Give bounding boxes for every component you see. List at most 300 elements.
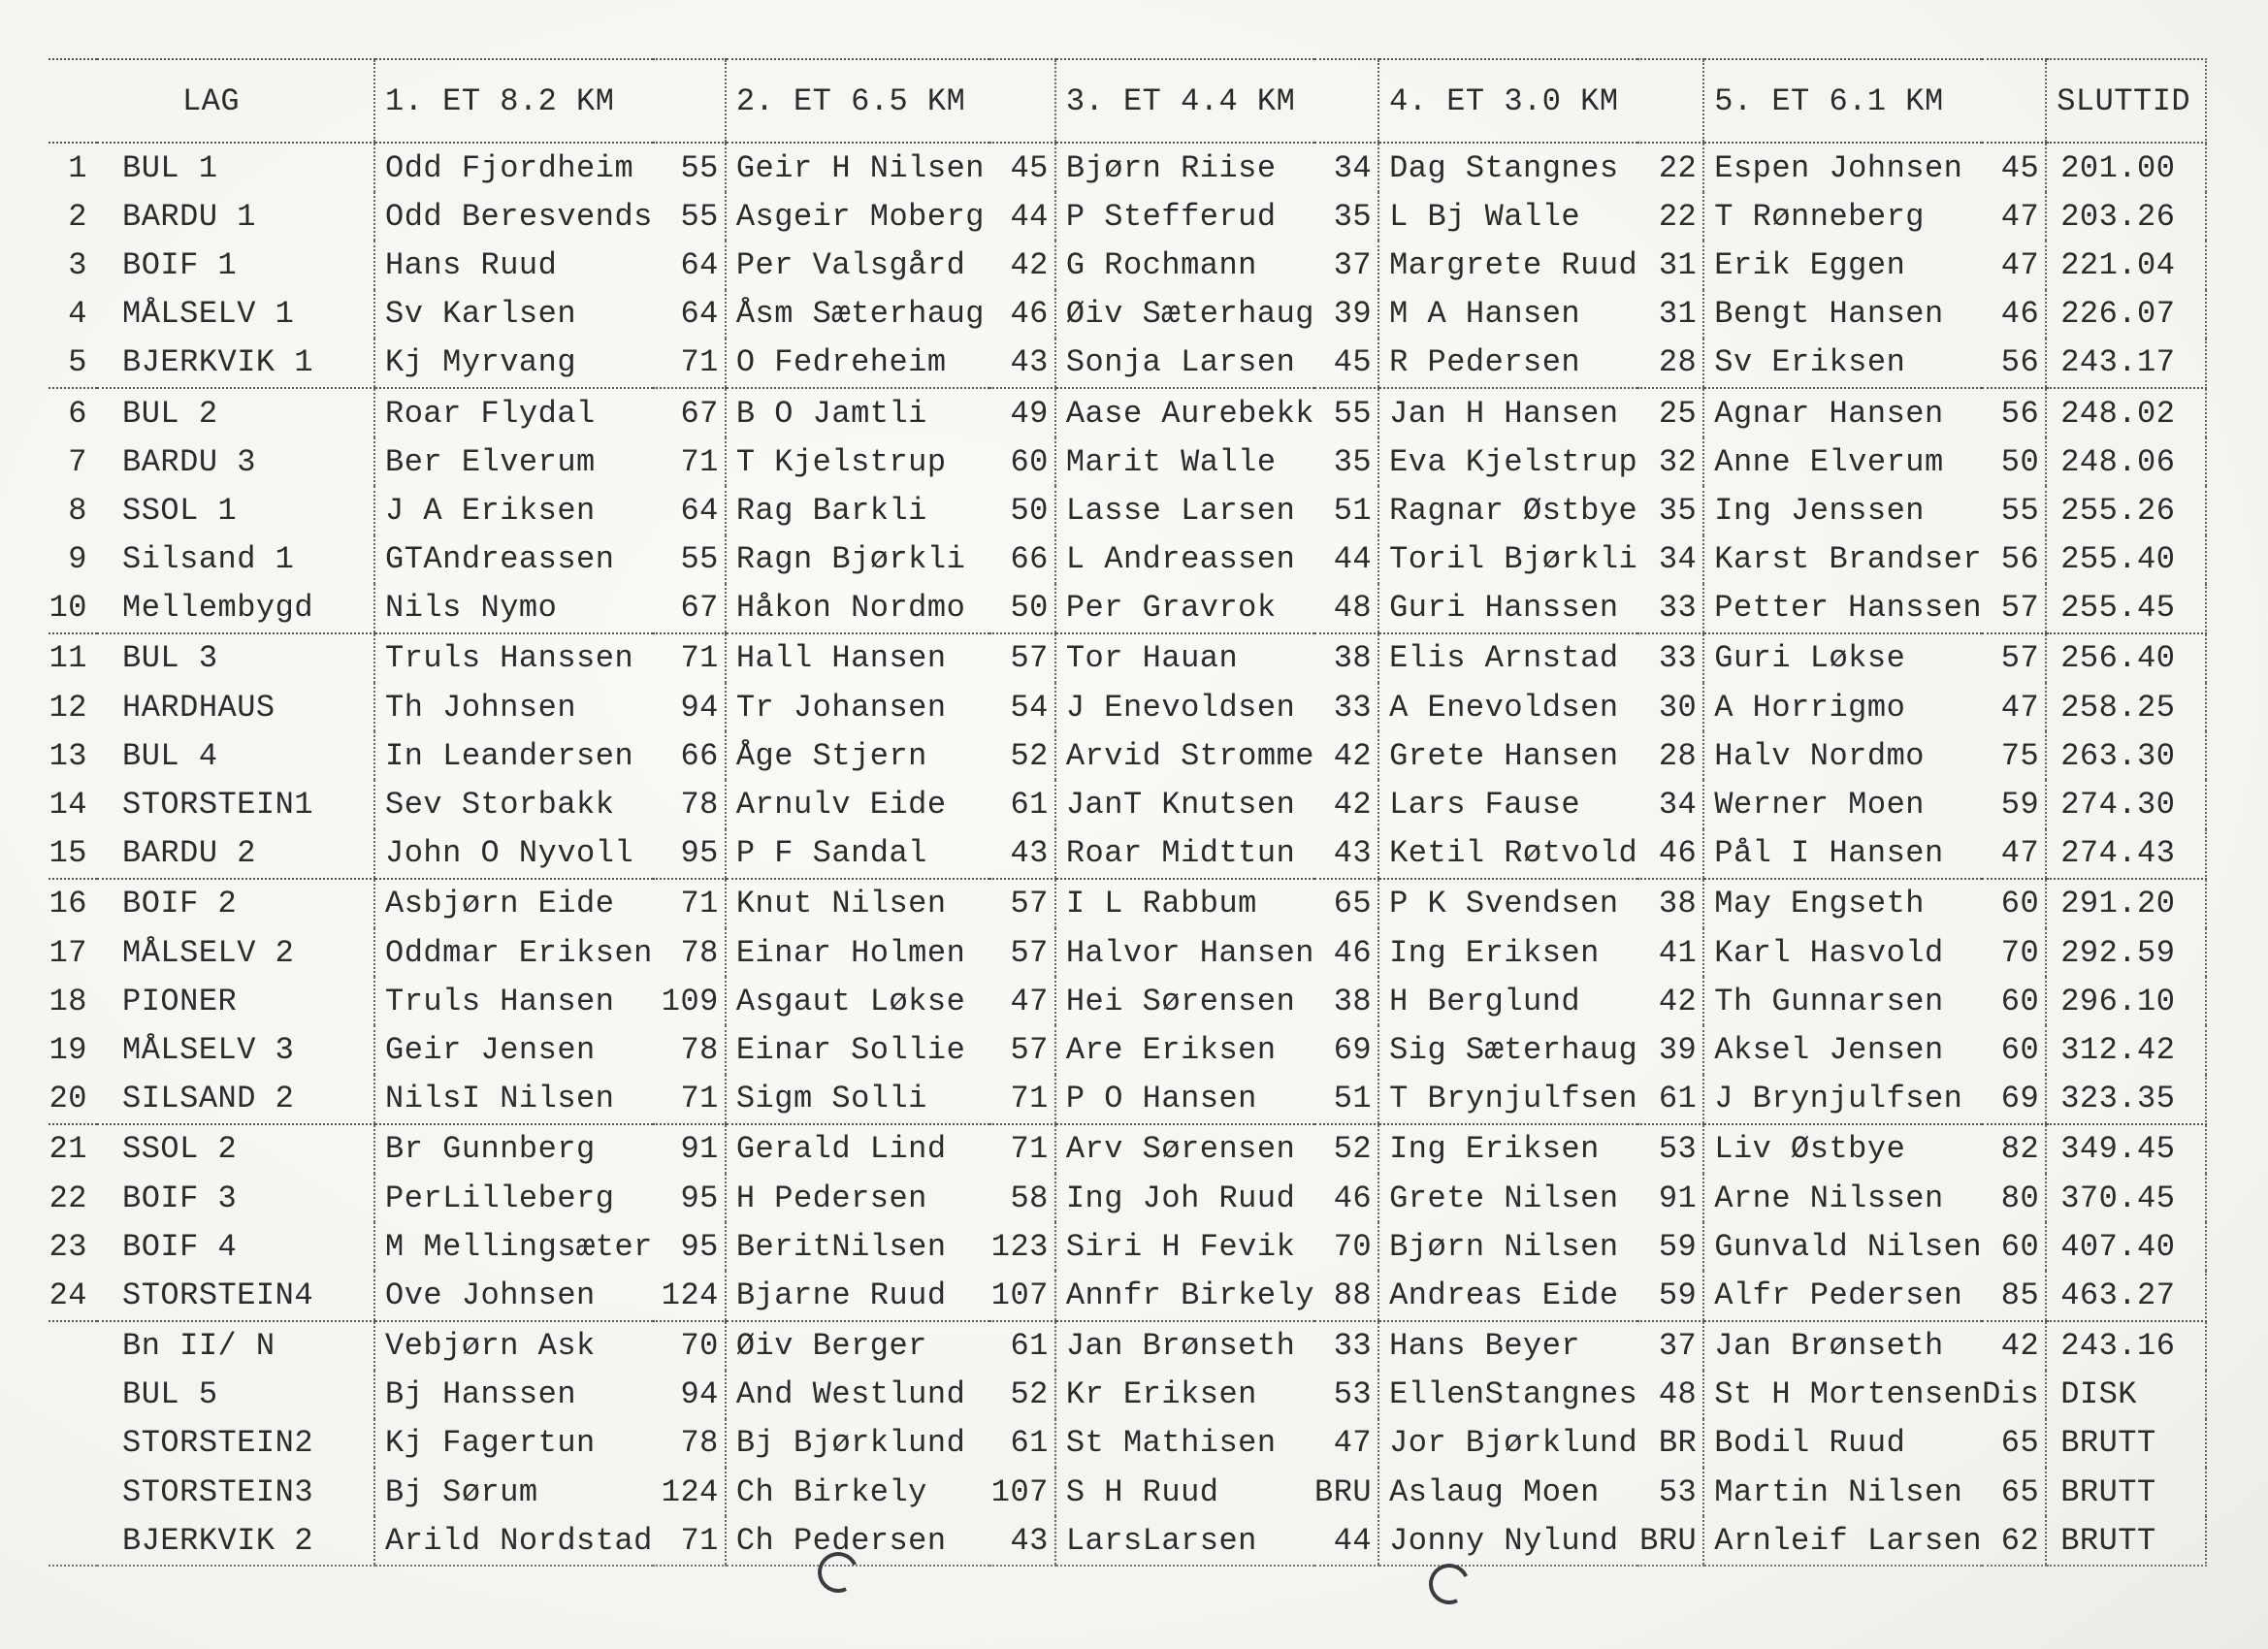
leg1-time: 71: [680, 640, 719, 677]
leg5-time: 65: [2000, 1473, 2040, 1510]
team-name: Silsand 1: [122, 541, 295, 578]
table-row: [49, 1222, 2206, 1271]
leg2-time: 50: [989, 584, 1055, 633]
place-number: 5: [49, 339, 97, 388]
leg2-time: 60: [1010, 443, 1049, 480]
leg3-runner: Are Eriksen: [1055, 1025, 1314, 1074]
leg1-time: 55: [680, 149, 719, 186]
leg4-runner: Grete Nilsen: [1378, 1174, 1637, 1222]
leg3-runner: S H Ruud: [1055, 1468, 1314, 1516]
leg1-runner: In Leandersen: [374, 731, 653, 780]
leg2-runner: Håkon Nordmo: [726, 584, 989, 633]
header-team: LAG: [49, 59, 374, 143]
leg3-time: 46: [1333, 1180, 1373, 1216]
leg3-time: 52: [1333, 1131, 1373, 1168]
leg2-runner: Einar Sollie: [726, 1025, 989, 1074]
leg4-time: 32: [1658, 443, 1698, 480]
leg3-runner: Halvor Hansen: [1055, 928, 1314, 977]
leg5-time: 59: [2000, 787, 2040, 824]
place-number: 18: [49, 983, 87, 1019]
leg4-time: 31: [1658, 296, 1698, 333]
final-time: 296.10: [2046, 977, 2206, 1025]
leg2-runner: Bj Bjørklund: [726, 1419, 989, 1468]
team-name: STORSTEIN3: [122, 1473, 314, 1510]
team-name: BOIF 3: [122, 1180, 238, 1216]
leg5-time: 56: [2000, 541, 2040, 578]
leg4-runner: T Brynjulfsen: [1378, 1075, 1637, 1124]
leg1-runner: Bj Hanssen: [374, 1371, 653, 1419]
leg5-runner: Arne Nilssen: [1703, 1174, 1982, 1222]
leg4-runner: Andreas Eide: [1378, 1271, 1637, 1320]
place-number: 13: [49, 737, 87, 774]
leg4-time: 91: [1658, 1180, 1698, 1216]
leg5-runner: Werner Moen: [1703, 780, 1982, 828]
table-row: [49, 829, 2206, 879]
header-leg3: 3. ET 4.4 KM: [1055, 59, 1378, 143]
place-number: 21: [49, 1131, 87, 1168]
leg3-runner: Bjørn Riise: [1055, 143, 1314, 192]
leg4-time: 33: [1658, 640, 1698, 677]
leg4-time: BRU: [1637, 1516, 1703, 1566]
leg1-runner: Kj Myrvang: [374, 339, 653, 388]
team-name: BUL 5: [122, 1376, 218, 1413]
leg5-runner: Th Gunnarsen: [1703, 977, 1982, 1025]
team-name: MÅLSELV 2: [122, 934, 295, 971]
leg1-time: 124: [661, 1473, 719, 1510]
leg1-time: 71: [653, 339, 726, 388]
leg1-runner: Vebjørn Ask: [374, 1321, 653, 1371]
leg2-time: 107: [989, 1271, 1055, 1320]
final-time: BRUTT: [2046, 1419, 2206, 1468]
leg5-runner: Ing Jenssen: [1703, 486, 1982, 534]
leg2-runner: P F Sandal: [726, 829, 989, 879]
place-number: [49, 1516, 97, 1566]
leg1-time: 64: [680, 492, 719, 529]
place-number: 16: [49, 886, 87, 922]
place-number: [49, 1321, 97, 1371]
leg2-time: 71: [989, 1075, 1055, 1124]
header-row: [49, 59, 2206, 143]
leg5-time: 47: [2000, 246, 2040, 283]
team-name: STORSTEIN2: [122, 1425, 314, 1462]
leg2-runner: Åge Stjern: [726, 731, 989, 780]
leg3-time: 53: [1333, 1376, 1373, 1413]
leg1-time: 66: [680, 737, 719, 774]
leg4-time: 48: [1658, 1376, 1698, 1413]
leg5-time: 60: [2000, 886, 2040, 922]
table-row: [49, 192, 2206, 241]
leg5-runner: Karst Brandser: [1703, 535, 1982, 584]
leg1-runner: J A Eriksen: [374, 486, 653, 534]
table-row: [49, 780, 2206, 828]
leg1-time: 94: [680, 1376, 719, 1413]
final-time: 323.35: [2046, 1075, 2206, 1124]
leg4-time: 34: [1658, 787, 1698, 824]
table-row: [49, 633, 2206, 683]
leg5-time: 55: [2000, 492, 2040, 529]
leg3-time: BRU: [1313, 1473, 1373, 1510]
leg4-time: BR: [1658, 1425, 1698, 1462]
leg4-runner: Guri Hanssen: [1378, 584, 1637, 633]
table-row: [49, 1468, 2206, 1516]
leg3-time: 43: [1314, 829, 1378, 879]
leg1-time: 91: [680, 1131, 719, 1168]
leg2-time: 52: [1010, 1376, 1049, 1413]
place-number: 10: [49, 584, 97, 633]
leg5-time: 80: [2000, 1180, 2040, 1216]
leg3-time: 47: [1333, 1425, 1373, 1462]
leg3-time: 51: [1333, 492, 1373, 529]
leg1-time: 78: [680, 934, 719, 971]
leg1-time: 95: [653, 829, 726, 879]
place-number: 1: [68, 149, 87, 186]
leg2-runner: Einar Holmen: [726, 928, 989, 977]
leg4-time: 28: [1637, 339, 1703, 388]
leg2-time: 54: [1010, 689, 1049, 726]
team-name: BJERKVIK 1: [97, 339, 374, 388]
table-row: [49, 388, 2206, 437]
leg3-runner: Aase Aurebekk: [1055, 388, 1314, 437]
leg5-time: 57: [2000, 640, 2040, 677]
place-number: [49, 1371, 97, 1419]
team-name: BUL 1: [122, 149, 218, 186]
leg2-runner: H Pedersen: [726, 1174, 989, 1222]
team-name: MÅLSELV 3: [122, 1031, 295, 1068]
place-number: 22: [49, 1180, 87, 1216]
table-row: [49, 339, 2206, 388]
leg2-runner: Asgaut Løkse: [726, 977, 989, 1025]
leg4-time: 59: [1658, 1228, 1698, 1265]
leg4-runner: Toril Bjørkli: [1378, 535, 1637, 584]
leg1-runner: Odd Fjordheim: [374, 143, 653, 192]
final-time: DISK: [2046, 1371, 2206, 1419]
leg3-runner: G Rochmann: [1055, 241, 1314, 289]
final-time: 243.17: [2046, 339, 2206, 388]
leg2-time: 61: [1010, 1328, 1049, 1365]
table-row: [49, 486, 2206, 534]
team-name: Mellembygd: [97, 584, 374, 633]
team-name: SILSAND 2: [97, 1075, 374, 1124]
results-body: [49, 143, 2206, 1566]
leg3-runner: P O Hansen: [1055, 1075, 1314, 1124]
final-time: 312.42: [2046, 1025, 2206, 1074]
leg5-runner: Aksel Jensen: [1703, 1025, 1982, 1074]
table-row: [49, 1025, 2206, 1074]
leg2-runner: O Fedreheim: [726, 339, 989, 388]
leg2-time: 44: [1010, 198, 1049, 235]
leg3-runner: LarsLarsen: [1055, 1516, 1314, 1566]
team-name: BARDU 2: [97, 829, 374, 879]
table-row: [49, 1371, 2206, 1419]
leg3-runner: Marit Walle: [1055, 437, 1314, 486]
table-row: [49, 143, 2206, 192]
table-row: [49, 1174, 2206, 1222]
leg5-time: 60: [2000, 1228, 2040, 1265]
leg2-time: 57: [1010, 886, 1049, 922]
final-time: 291.20: [2046, 879, 2206, 928]
leg2-runner: Arnulv Eide: [726, 780, 989, 828]
leg1-time: 55: [680, 198, 719, 235]
leg1-runner: Odd Beresvends: [374, 192, 653, 241]
leg5-runner: Bodil Ruud: [1703, 1419, 1982, 1468]
leg2-time: 107: [990, 1473, 1049, 1510]
leg5-time: 56: [1982, 339, 2046, 388]
leg1-time: 70: [680, 1328, 719, 1365]
place-number: 11: [49, 640, 87, 677]
team-name: BOIF 4: [122, 1228, 238, 1265]
leg1-runner: Geir Jensen: [374, 1025, 653, 1074]
leg4-time: 30: [1658, 689, 1698, 726]
leg5-time: 62: [1982, 1516, 2046, 1566]
leg2-time: 61: [1010, 787, 1049, 824]
leg5-runner: Erik Eggen: [1703, 241, 1982, 289]
leg5-runner: Arnleif Larsen: [1703, 1516, 1982, 1566]
leg4-runner: Hans Beyer: [1378, 1321, 1637, 1371]
place-number: 9: [68, 541, 87, 578]
leg1-time: 67: [680, 395, 719, 432]
leg3-time: 55: [1333, 395, 1373, 432]
leg1-time: 55: [680, 541, 719, 578]
table-row: [49, 1075, 2206, 1124]
leg2-time: 46: [1010, 296, 1049, 333]
leg3-time: 46: [1333, 934, 1373, 971]
leg4-time: 42: [1658, 983, 1698, 1019]
table-row: [49, 241, 2206, 289]
place-number: 15: [49, 829, 97, 879]
leg4-runner: Sig Sæterhaug: [1378, 1025, 1637, 1074]
final-time: 370.45: [2046, 1174, 2206, 1222]
leg3-runner: Jan Brønseth: [1055, 1321, 1314, 1371]
leg5-runner: A Horrigmo: [1703, 683, 1982, 731]
leg2-runner: Rag Barkli: [726, 486, 989, 534]
leg1-runner: Sev Storbakk: [374, 780, 653, 828]
leg3-time: 70: [1333, 1228, 1373, 1265]
leg1-time: 78: [680, 787, 719, 824]
final-time: 263.30: [2046, 731, 2206, 780]
leg1-runner: Truls Hanssen: [374, 633, 653, 683]
leg2-runner: Per Valsgård: [726, 241, 989, 289]
leg2-time: 45: [1010, 149, 1049, 186]
leg5-runner: Liv Østbye: [1703, 1124, 1982, 1174]
leg2-time: 47: [1010, 983, 1049, 1019]
final-time: 463.27: [2046, 1271, 2206, 1320]
leg3-runner: L Andreassen: [1055, 535, 1314, 584]
leg5-time: 50: [2000, 443, 2040, 480]
leg2-time: 57: [1010, 1031, 1049, 1068]
leg2-runner: Bjarne Ruud: [726, 1271, 989, 1320]
leg3-time: 44: [1314, 1516, 1378, 1566]
team-name: BOIF 2: [122, 886, 238, 922]
table-row: [49, 683, 2206, 731]
leg2-runner: Asgeir Moberg: [726, 192, 989, 241]
leg5-runner: Petter Hanssen: [1703, 584, 1982, 633]
leg3-runner: Siri H Fevik: [1055, 1222, 1314, 1271]
team-name: PIONER: [122, 983, 238, 1019]
leg4-time: 22: [1658, 149, 1698, 186]
leg4-time: 28: [1658, 737, 1698, 774]
leg4-runner: Jan H Hansen: [1378, 388, 1637, 437]
leg4-runner: EllenStangnes: [1378, 1371, 1637, 1419]
leg1-time: 78: [680, 1031, 719, 1068]
place-number: [49, 1468, 97, 1516]
leg2-time: 58: [1010, 1180, 1049, 1216]
team-name: SSOL 1: [122, 492, 238, 529]
place-number: 2: [68, 198, 87, 235]
place-number: 6: [68, 395, 87, 432]
leg4-runner: A Enevoldsen: [1378, 683, 1637, 731]
leg3-runner: Hei Sørensen: [1055, 977, 1314, 1025]
leg4-runner: Eva Kjelstrup: [1378, 437, 1637, 486]
leg2-time: 43: [989, 339, 1055, 388]
leg5-time: 60: [2000, 983, 2040, 1019]
leg4-time: 53: [1658, 1473, 1698, 1510]
final-time: 221.04: [2046, 241, 2206, 289]
leg1-time: 124: [653, 1271, 726, 1320]
leg2-runner: Hall Hansen: [726, 633, 989, 683]
leg1-time: 71: [653, 1075, 726, 1124]
leg1-time: 71: [653, 1516, 726, 1566]
leg1-runner: Asbjørn Eide: [374, 879, 653, 928]
leg1-runner: John O Nyvoll: [374, 829, 653, 879]
table-row: [49, 1124, 2206, 1174]
final-time: 243.16: [2046, 1321, 2206, 1371]
leg5-time: 69: [1982, 1075, 2046, 1124]
leg5-time: 82: [2000, 1131, 2040, 1168]
header-leg5: 5. ET 6.1 KM: [1703, 59, 2046, 143]
leg5-runner: Martin Nilsen: [1703, 1468, 1982, 1516]
leg5-time: 75: [2000, 737, 2040, 774]
leg1-time: 71: [680, 886, 719, 922]
leg4-runner: R Pedersen: [1378, 339, 1637, 388]
team-name: BARDU 3: [122, 443, 256, 480]
leg2-time: 61: [1010, 1425, 1049, 1462]
leg5-time: 65: [2000, 1425, 2040, 1462]
final-time: 255.26: [2046, 486, 2206, 534]
leg5-time: 57: [1982, 584, 2046, 633]
leg5-runner: Agnar Hansen: [1703, 388, 1982, 437]
leg3-runner: J Enevoldsen: [1055, 683, 1314, 731]
leg4-time: 46: [1637, 829, 1703, 879]
final-time: 248.06: [2046, 437, 2206, 486]
leg3-time: 39: [1333, 296, 1373, 333]
leg4-time: 34: [1658, 541, 1698, 578]
leg2-runner: Sigm Solli: [726, 1075, 989, 1124]
leg4-time: 22: [1658, 198, 1698, 235]
leg4-runner: P K Svendsen: [1378, 879, 1637, 928]
leg1-runner: GTAndreassen: [374, 535, 653, 584]
table-row: [49, 1516, 2206, 1566]
leg3-time: 45: [1314, 339, 1378, 388]
leg5-runner: Anne Elverum: [1703, 437, 1982, 486]
leg5-runner: Karl Hasvold: [1703, 928, 1982, 977]
final-time: 203.26: [2046, 192, 2206, 241]
leg5-time: 47: [2000, 198, 2040, 235]
team-name: STORSTEIN1: [122, 787, 314, 824]
leg1-runner: Roar Flydal: [374, 388, 653, 437]
leg3-time: 38: [1333, 640, 1373, 677]
leg5-runner: Espen Johnsen: [1703, 143, 1982, 192]
final-time: 349.45: [2046, 1124, 2206, 1174]
leg4-time: 59: [1637, 1271, 1703, 1320]
leg2-time: 43: [989, 1516, 1055, 1566]
leg4-runner: H Berglund: [1378, 977, 1637, 1025]
team-name: HARDHAUS: [122, 689, 275, 726]
leg1-runner: M Mellingsæter: [374, 1222, 653, 1271]
leg5-runner: Pål I Hansen: [1703, 829, 1982, 879]
final-time: 274.43: [2046, 829, 2206, 879]
leg1-time: 95: [680, 1180, 719, 1216]
team-name: BUL 4: [122, 737, 218, 774]
leg3-time: 88: [1314, 1271, 1378, 1320]
leg3-time: 42: [1333, 787, 1373, 824]
leg1-time: 67: [653, 584, 726, 633]
table-row: [49, 437, 2206, 486]
leg4-runner: Lars Fause: [1378, 780, 1637, 828]
place-number: 24: [49, 1271, 97, 1320]
place-number: 17: [49, 934, 87, 971]
leg4-time: 33: [1637, 584, 1703, 633]
leg1-time: 64: [680, 296, 719, 333]
leg3-runner: Arvid Stromme: [1055, 731, 1314, 780]
final-time: 274.30: [2046, 780, 2206, 828]
leg1-runner: Arild Nordstad: [374, 1516, 653, 1566]
leg5-runner: Sv Eriksen: [1703, 339, 1982, 388]
leg3-time: 33: [1333, 1328, 1373, 1365]
leg2-runner: T Kjelstrup: [726, 437, 989, 486]
table-row: [49, 731, 2206, 780]
leg2-runner: Ch Pedersen: [726, 1516, 989, 1566]
team-name: BOIF 1: [122, 246, 238, 283]
leg1-time: 95: [680, 1228, 719, 1265]
leg4-time: 61: [1637, 1075, 1703, 1124]
leg4-time: 39: [1658, 1031, 1698, 1068]
leg5-runner: T Rønneberg: [1703, 192, 1982, 241]
leg4-runner: Dag Stangnes: [1378, 143, 1637, 192]
leg3-runner: St Mathisen: [1055, 1419, 1314, 1468]
final-time: 255.40: [2046, 535, 2206, 584]
leg5-runner: Gunvald Nilsen: [1703, 1222, 1982, 1271]
leg3-runner: JanT Knutsen: [1055, 780, 1314, 828]
leg3-time: 37: [1333, 246, 1373, 283]
table-row: [49, 584, 2206, 633]
leg4-runner: Grete Hansen: [1378, 731, 1637, 780]
leg3-runner: Arv Sørensen: [1055, 1124, 1314, 1174]
leg4-runner: Bjørn Nilsen: [1378, 1222, 1637, 1271]
leg5-runner: Alfr Pedersen: [1703, 1271, 1982, 1320]
leg2-time: 57: [1010, 640, 1049, 677]
leg5-runner: May Engseth: [1703, 879, 1982, 928]
leg4-runner: Ragnar Østbye: [1378, 486, 1637, 534]
final-time: 248.02: [2046, 388, 2206, 437]
header-leg4: 4. ET 3.0 KM: [1378, 59, 1703, 143]
table-row: [49, 290, 2206, 339]
final-time: 226.07: [2046, 290, 2206, 339]
header-leg1: 1. ET 8.2 KM: [374, 59, 726, 143]
leg3-time: 42: [1333, 737, 1373, 774]
leg4-runner: Ketil Røtvold: [1378, 829, 1637, 879]
leg3-runner: Lasse Larsen: [1055, 486, 1314, 534]
leg1-runner: Th Johnsen: [374, 683, 653, 731]
final-time: 255.45: [2046, 584, 2206, 633]
leg5-runner: Guri Løkse: [1703, 633, 1982, 683]
place-number: 4: [68, 296, 87, 333]
leg3-runner: I L Rabbum: [1055, 879, 1314, 928]
leg3-runner: Per Gravrok: [1055, 584, 1314, 633]
leg5-time: 60: [2000, 1031, 2040, 1068]
leg4-runner: Elis Arnstad: [1378, 633, 1637, 683]
table-row: [49, 879, 2206, 928]
leg2-runner: Ragn Bjørkli: [726, 535, 989, 584]
